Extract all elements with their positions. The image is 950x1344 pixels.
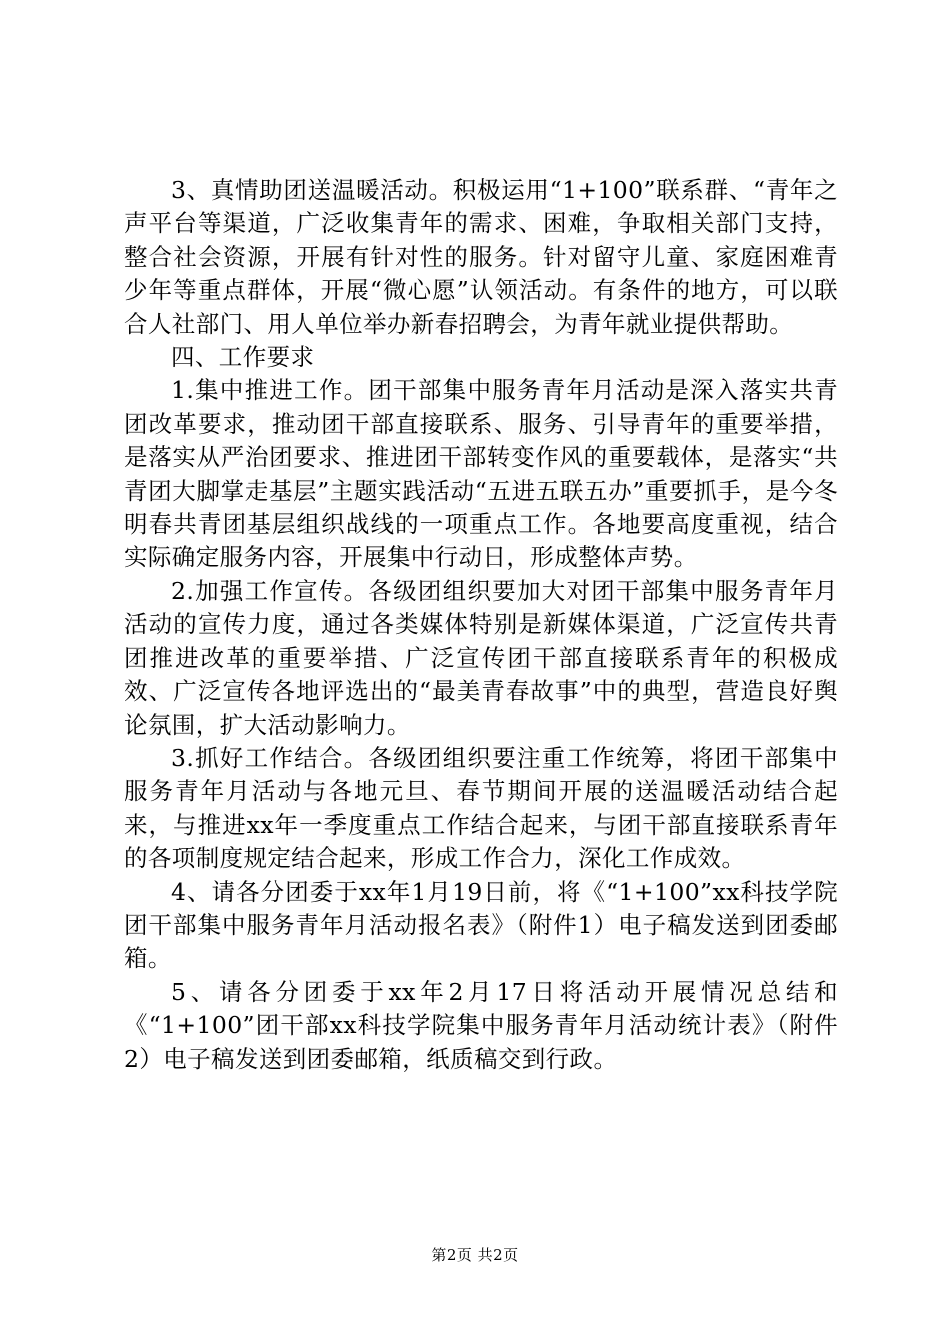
paragraph-warmth-activity: 3、真情助团送温暖活动。积极运用“1+100”联系群、“青年之声平台等渠道，广泛收集青年的需求、困难，争取相关部门支持，整合社会资源，开展有针对性的服务。针对留守儿童、家庭困难青少年等重点群体，开展“微心愿”认领活动。有条件的地方，可以联合人社部门、用人单位举办新春招聘会，为青年就业提供帮助。	[124, 176, 838, 338]
paragraph-requirement-5: 5、请各分团委于xx年2月17日将活动开展情况总结和《“1+100”团干部xx科技学院集中服务青年月活动统计表》（附件2）电子稿发送到团委邮箱，纸质稿交到行政。	[124, 977, 838, 1073]
paragraph-requirement-4: 4、请各分团委于xx年1月19日前，将《“1+100”xx科技学院团干部集中服务青年月活动报名表》（附件1）电子稿发送到团委邮箱。	[124, 877, 838, 973]
section-heading-work-requirements: 四、工作要求	[171, 343, 315, 372]
document-body	[124, 174, 838, 1076]
paragraph-requirement-2: 2.加强工作宣传。各级团组织要加大对团干部集中服务青年月活动的宣传力度，通过各类媒体特别是新媒体渠道，广泛宣传共青团推进改革的重要举措、广泛宣传团干部直接联系青年的积极成效、广泛宣传各地评选出的“最美青春故事”中的典型，营造良好舆论氛围，扩大活动影响力。	[124, 576, 838, 739]
paragraph-requirement-1: 1.集中推进工作。团干部集中服务青年月活动是深入落实共青团改革要求，推动团干部直接联系、服务、引导青年的重要举措，是落实从严治团要求、推进团干部转变作风的重要载体，是落实“共青团大脚掌走基层”主题实践活动“五进五联五办”重要抓手，是今冬明春共青团基层组织战线的一项重点工作。各地要高度重视，结合实际确定服务内容，开展集中行动日，形成整体声势。	[124, 376, 838, 572]
paragraph-requirement-3: 3.抓好工作结合。各级团组织要注重工作统筹，将团干部集中服务青年月活动与各地元旦、春节期间开展的送温暖活动结合起来，与推进xx年一季度重点工作结合起来，与团干部直接联系青年的各项制度规定结合起来，形成工作合力，深化工作成效。	[124, 743, 838, 873]
page-number-footer: 第2页 共2页	[431, 1246, 519, 1264]
